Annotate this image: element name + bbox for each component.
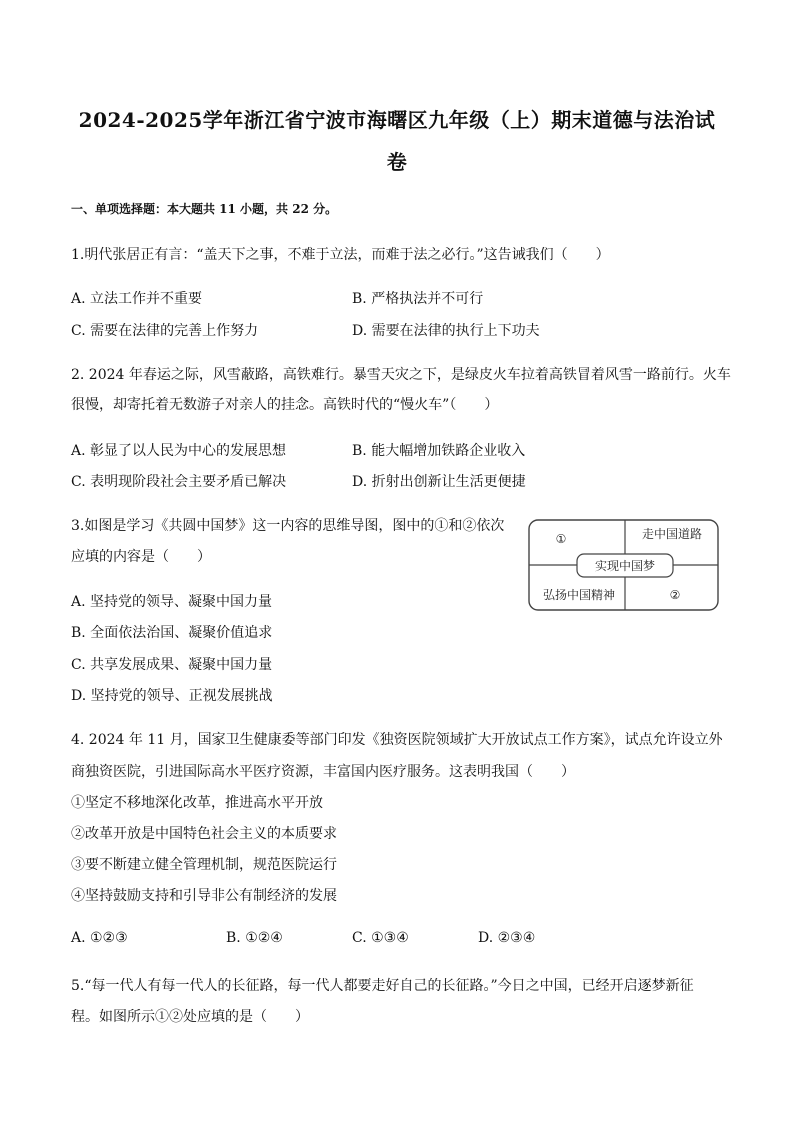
q2-option-a: A. 彰显了以人民为中心的发展思想 xyxy=(71,443,287,459)
q2-option-c: C. 表明现阶段社会主要矛盾已解决 xyxy=(71,474,287,490)
question-1-stem: 1.明代张居正有言：“盖天下之事，不难于立法，而难于法之必行。”这告诫我们（ ） xyxy=(71,247,610,263)
question-5-stem-line2: 程。如图所示①②处应填的是（ ） xyxy=(71,1009,309,1025)
q1-option-d: D. 需要在法律的执行上下功夫 xyxy=(352,323,540,339)
q4-statement-1: ①坚定不移地深化改革，推进高水平开放 xyxy=(71,795,323,811)
q4-option-d: D. ②③④ xyxy=(478,930,536,946)
q4-statement-3: ③要不断建立健全管理机制，规范医院运行 xyxy=(71,857,337,873)
question-3-stem-line1: 3.如图是学习《共圆中国梦》这一内容的思维导图，图中的①和②依次 xyxy=(71,518,505,534)
q3-option-c: C. 共享发展成果、凝聚中国力量 xyxy=(71,657,273,673)
q4-statement-2: ②改革开放是中国特色社会主义的本质要求 xyxy=(71,826,337,842)
question-3-stem-line2: 应填的内容是（ ） xyxy=(71,549,211,565)
question-2-stem-line1: 2. 2024 年春运之际，风雪蔽路，高铁难行。暴雪天灾之下，是绿皮火车拉着高铁冒着风雪一路前行。火车 xyxy=(71,367,731,383)
exam-title-line1: 2024-2025学年浙江省宁波市海曙区九年级（上）期末道德与法治试 xyxy=(78,108,716,132)
question-2-stem-line2: 很慢，却寄托着无数游子对亲人的挂念。高铁时代的“慢火车”（ ） xyxy=(71,397,499,413)
q1-option-b: B. 严格执法并不可行 xyxy=(352,291,484,307)
section-heading: 一、单项选择题：本大题共 11 小题，共 22 分。 xyxy=(71,202,338,216)
q4-option-c: C. ①③④ xyxy=(352,930,409,946)
q1-option-a: A. 立法工作并不重要 xyxy=(71,291,203,307)
question-4-stem-line1: 4. 2024 年 11 月，国家卫生健康委等部门印发《独资医院领域扩大开放试点工作方案》，试点允许设立外 xyxy=(71,732,723,748)
mind-map-top-right-label: 走中国道路 xyxy=(641,527,703,541)
question-4-stem-line2: 商独资医院，引进国际高水平医疗资源，丰富国内医疗服务。这表明我国（ ） xyxy=(71,764,575,780)
exam-title-line2: 卷 xyxy=(386,150,408,174)
mind-map-blank-1: ① xyxy=(555,532,567,546)
mind-map-bottom-left-label: 弘扬中国精神 xyxy=(542,588,616,602)
q3-option-d: D. 坚持党的领导、正视发展挑战 xyxy=(71,688,273,704)
mind-map-blank-2: ② xyxy=(669,588,681,602)
mind-map-diagram xyxy=(528,519,719,611)
q4-statement-4: ④坚持鼓励支持和引导非公有制经济的发展 xyxy=(71,888,337,904)
q4-option-b: B. ①②④ xyxy=(226,930,283,946)
q3-option-a: A. 坚持党的领导、凝聚中国力量 xyxy=(71,594,273,610)
question-5-stem-line1: 5.“每一代人有每一代人的长征路，每一代人都要走好自己的长征路。”今日之中国，已经开启逐梦新征 xyxy=(71,978,694,994)
q2-option-d: D. 折射出创新让生活更便捷 xyxy=(352,474,526,490)
mind-map-svg xyxy=(528,519,719,611)
q1-option-c: C. 需要在法律的完善上作努力 xyxy=(71,323,259,339)
q3-option-b: B. 全面依法治国、凝聚价值追求 xyxy=(71,625,273,641)
mind-map-center-label: 实现中国梦 xyxy=(594,559,656,573)
q2-option-b: B. 能大幅增加铁路企业收入 xyxy=(352,443,526,459)
q4-option-a: A. ①②③ xyxy=(71,930,128,946)
